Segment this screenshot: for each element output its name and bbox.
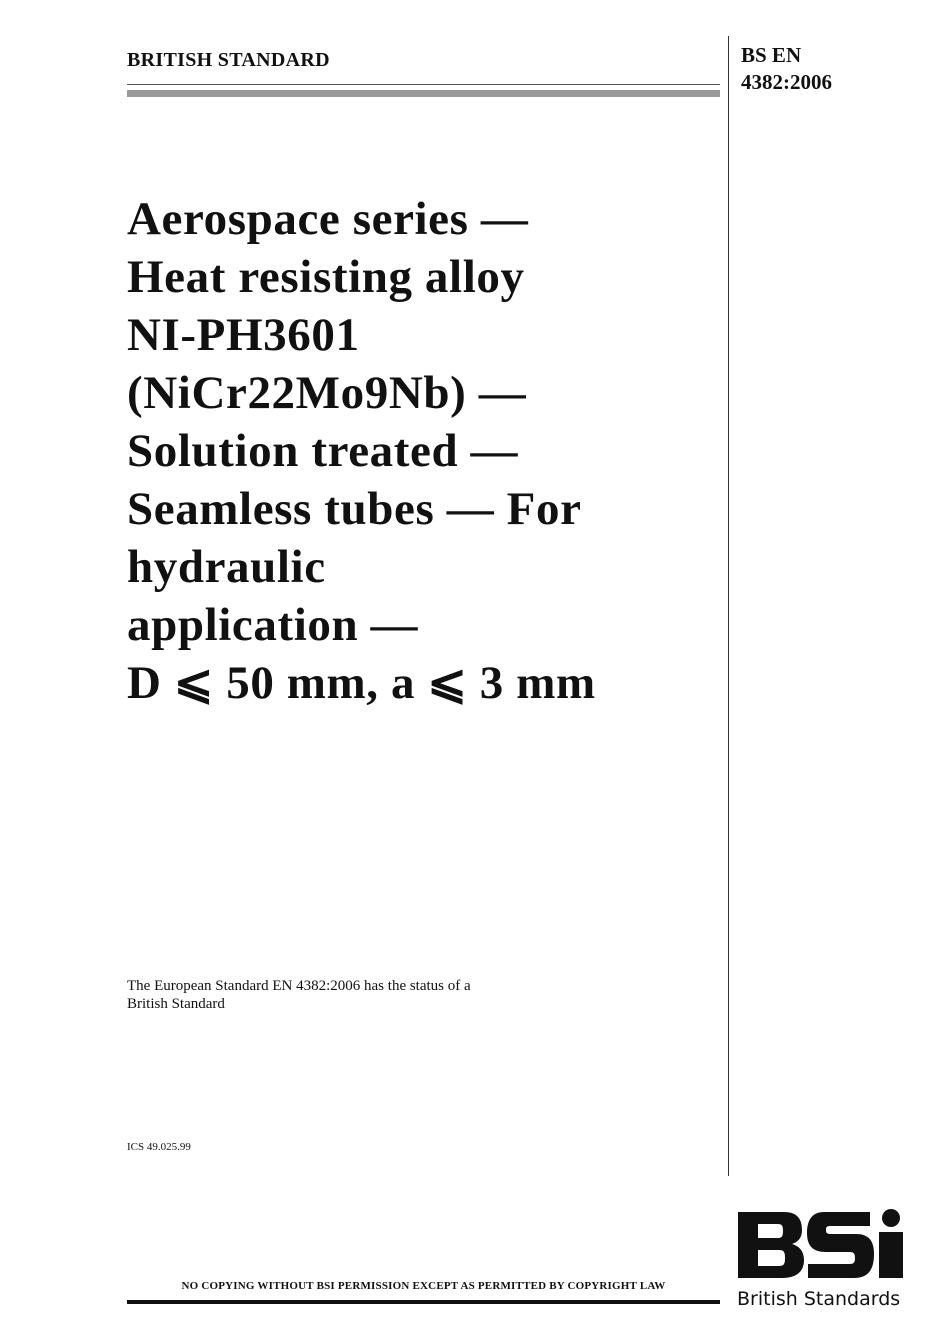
title-line: application — <box>127 599 419 651</box>
title-line: Solution treated — <box>127 425 519 477</box>
title-line: hydraulic <box>127 541 326 593</box>
margin-divider <box>728 36 729 1176</box>
copyright-notice: NO COPYING WITHOUT BSI PERMISSION EXCEPT AS PERMITTED BY COPYRIGHT LAW <box>181 1280 666 1292</box>
standard-number-prefix: BS EN <box>741 43 802 67</box>
status-note-line: The European Standard EN 4382:2006 has the status of a <box>127 978 471 994</box>
header-divider-thin <box>127 84 720 85</box>
title-line: D ⩽ 50 mm, a ⩽ 3 mm <box>127 657 596 709</box>
title-line: Seamless tubes — For <box>127 483 582 535</box>
status-note <box>127 977 471 1013</box>
footer-divider <box>127 1300 720 1304</box>
title-line: Aerospace series — <box>127 193 529 245</box>
title-line: (NiCr22Mo9Nb) — <box>127 367 527 419</box>
bsi-logo-caption: British Standards <box>737 1288 901 1310</box>
status-note-line: British Standard <box>127 996 225 1012</box>
document-type-label: BRITISH STANDARD <box>127 49 330 71</box>
document-title <box>127 190 717 712</box>
standard-number-code: 4382:2006 <box>741 70 832 94</box>
title-line: NI-PH3601 <box>127 309 360 361</box>
title-line: Heat resisting alloy <box>127 251 525 303</box>
header-divider-thick <box>127 90 720 97</box>
ics-code: ICS 49.025.99 <box>127 1141 191 1153</box>
standard-number <box>741 42 832 96</box>
